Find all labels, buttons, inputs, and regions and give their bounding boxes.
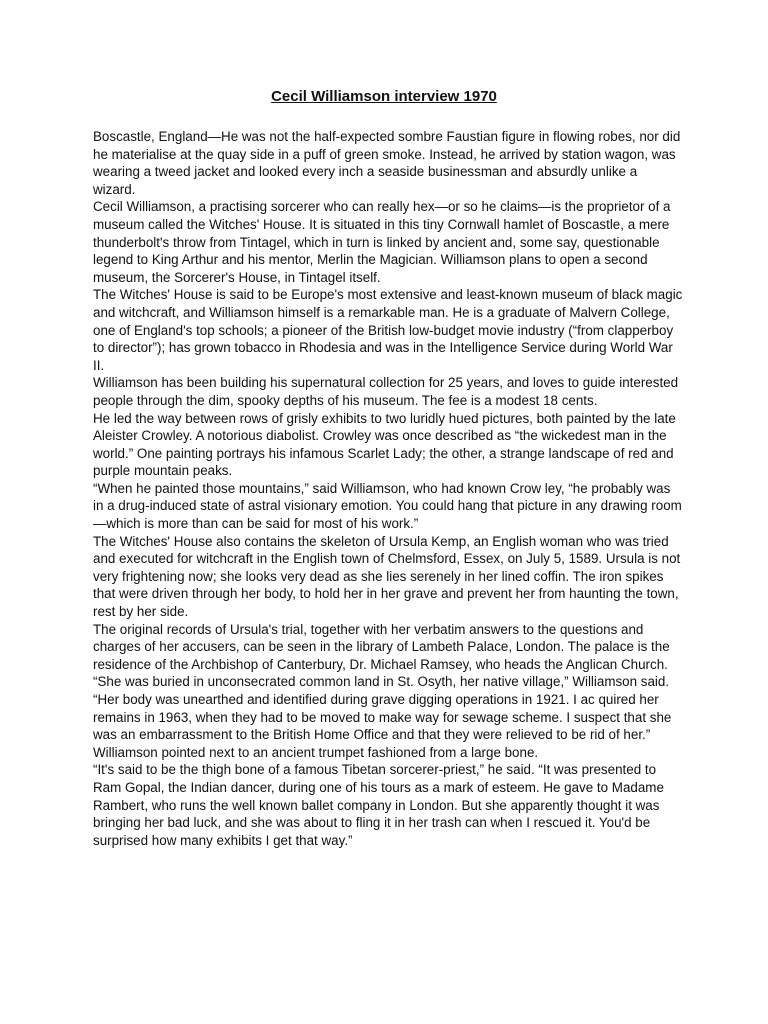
- paragraph: “When he painted those mountains,” said Williamson, who had known Crow ley, “he probably was in a drug-induced state of astral visionary emotion. You could hang that picture in any drawing room—which is more than can be said for most of his work.”: [93, 480, 682, 532]
- document-body: [93, 128, 683, 849]
- paragraph: Williamson has been building his supernatural collection for 25 years, and loves to guide interested people through the dim, spooky depths of his museum. The fee is a modest 18 cents.: [93, 375, 679, 408]
- paragraph: The Witches' House also contains the skeleton of Ursula Kemp, an English woman who was tried and executed for witchcraft in the English town of Chelmsford, Essex, on July 5, 1589. Ursula is not very frightening now; she looks very dead as she lies serenely in her lined coffin. The iron spikes that were driven through her body, to hold her in her grave and prevent her from haunting the town, rest by her side.: [93, 533, 681, 620]
- paragraph: Cecil Williamson, a practising sorcerer who can really hex—or so he claims—is the proprietor of a museum called the Witches' House. It is situated in this tiny Cornwall hamlet of Boscastle, a mere thunderbolt's throw from Tintagel, which in turn is linked by ancient and, some say, questionable legend to King Arthur and his mentor, Merlin the Magician. Williamson plans to open a second museum, the Sorcerer's House, in Tintagel itself.: [93, 199, 671, 285]
- paragraph: Boscastle, England—He was not the half-expected sombre Faustian figure in flowing robes, nor did he materialise at the quay side in a puff of green smoke. Instead, he arrived by station wagon, was wearing a tweed jacket and looked every inch a seaside businessman and absurdly unlike a wizard.: [93, 129, 681, 197]
- paragraph: He led the way between rows of grisly exhibits to two luridly hued pictures, both painted by the late Aleister Crowley. A notorious diabolist. Crowley was once described as “the wickedest man in the world.” One painting portrays his infamous Scarlet Lady; the other, a strange landscape of red and purple mountain peaks.: [93, 410, 676, 479]
- paragraph: Williamson pointed next to an ancient trumpet fashioned from a large bone.: [93, 744, 539, 760]
- paragraph: The original records of Ursula's trial, together with her verbatim answers to the questions and charges of her accusers, can be seen in the library of Lambeth Palace, London. The palace is the residence of the Archbishop of Canterbury, Dr. Michael Ramsey, who heads the Anglican Church.: [93, 621, 670, 672]
- paragraph: “It's said to be the thigh bone of a famous Tibetan sorcerer-priest,” he said. “It was presented to Ram Gopal, the Indian dancer, during one of his tours as a mark of esteem. He gave to Madame Rambert, who runs the well known ballet company in London. But she apparently thought it was bringing her bad luck, and she was about to fling it in her trash can when I rescued it. You'd be surprised how many exhibits I get that way.”: [93, 762, 664, 848]
- paragraph: “She was buried in unconsecrated common land in St. Osyth, her native village,” Williamson said. “Her body was unearthed and identified during grave digging operations in 1921. I ac quired her remains in 1963, when they had to be moved to make way for sewage scheme. I suspect that she was an embarrassment to the British Home Office and that they were relieved to be rid of her.”: [93, 674, 672, 743]
- document-title: Cecil Williamson interview 1970: [271, 88, 497, 105]
- paragraph: The Witches' House is said to be Europe's most extensive and least-known museum of black magic and witchcraft, and Williamson himself is a remarkable man. He is a graduate of Malvern College, one of England's top schools; a pioneer of the British low-budget movie industry (“from clapperboy to director”); has grown tobacco in Rhodesia and was in the Intelligence Service during World War II.: [93, 287, 683, 373]
